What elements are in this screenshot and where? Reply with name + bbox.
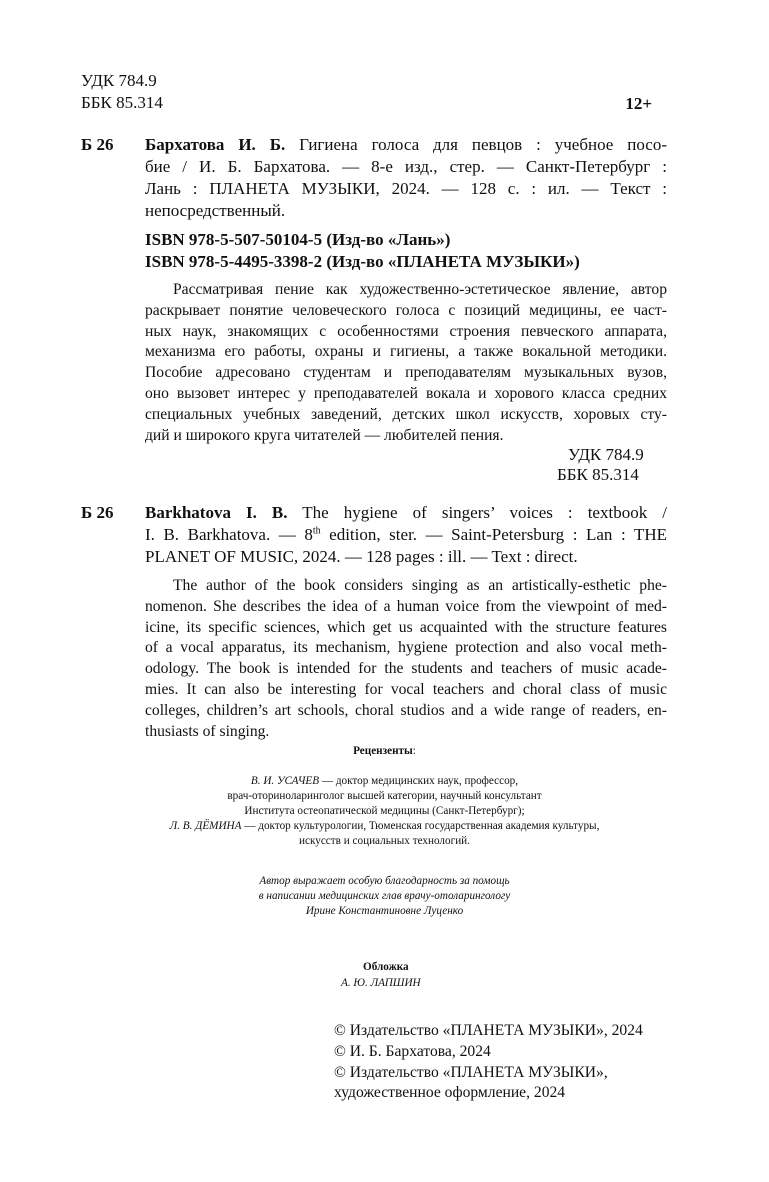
acknowledgment: Автор выражает особую благодарность за помощь в написании медицинских глав врачу-отоларингологу Ирине Константиновне Луценко [258,875,511,917]
en-bib-line: edition, ster. — Saint-Petersburg : Lan : THE [320,525,667,544]
ru-udk: УДК 784.9 [568,445,644,464]
en-abstract-line: mies. It can also be interesting for vocal teachers and choral class of music [145,680,667,698]
en-author: Barkhatova I. B. [145,503,288,522]
reviewer-name: В. И. УСАЧЕВ [250,775,320,787]
ru-abstract-line: специальных учебных заведений, детских школ искусств, хоровых сту- [145,405,667,423]
ru-abstract [145,280,667,446]
reviewers-block: В. И. УСАЧЕВ — доктор медицинских наук, профессор, врач-оториноларинголог высшей категории, научный консультант Института остеопатической медицины (Санкт-Петербург); Л. В. ДЁМИНА — доктор культурологии, Тюменская государственная академия культуры, искусств и социальных технологий. [169,775,600,847]
reviewers-heading: Рецензенты: [353,745,416,757]
en-bib-line: The hygiene of singers’ voices : textbook / [302,503,667,522]
ru-abstract-line: оно вызовет интерес у преподавателей вокала и хорового класса средних [145,384,667,402]
en-abstract-line: colleges, children’s art schools, choral studios and a wide range of readers, en- [145,701,667,719]
edition-superscript: th [312,525,321,537]
ru-abstract-line: ных наук, знакомящих с особенностями строения певческого аппарата, [145,322,667,340]
en-abstract-line: of a vocal apparatus, its mechanism, hygiene protection and also vocal meth- [145,639,667,657]
reviewer-name: Л. В. ДЁМИНА [169,820,242,832]
ru-bbk: ББК 85.314 [557,465,639,484]
isbn-planet-music: ISBN 978-5-4495-3398-2 (Изд-во «ПЛАНЕТА МУЗЫКИ») [145,252,580,271]
ru-abstract-line: Пособие адресовано студентам и преподавателям музыкальных вузов, [145,364,667,382]
en-abstract [145,576,667,742]
cover-heading: Обложка [363,961,409,973]
ru-abstract-line: раскрывает понятие человеческого голоса с позиций медицины, ее част- [145,301,667,319]
ru-abstract-line: Рассматривая пение как художественно-эстетическое явление, автор [173,281,667,298]
copyright-line: © И. Б. Бархатова, 2024 [334,1042,491,1060]
ru-author: Бархатова И. Б. [145,135,286,154]
age-rating: 12+ [625,94,652,113]
en-entry-code: Б 26 [81,503,114,522]
header-bbk: ББК 85.314 [81,93,163,112]
ru-bib-line: Лань : ПЛАНЕТА МУЗЫКИ, 2024. — 128 с. : ил. — Текст : [145,179,667,198]
isbn-lan: ISBN 978-5-507-50104-5 (Изд-во «Лань») [145,230,451,249]
en-bib-line: I. B. Barkhatova. — 8 [145,525,313,544]
ru-bib-line: бие / И. Б. Бархатова. — 8-е изд., стер. — Санкт-Петербург : [145,157,667,176]
copyright-block [334,1021,643,1104]
copyright-line: © Издательство «ПЛАНЕТА МУЗЫКИ», [334,1063,608,1081]
header-udk: УДК 784.9 [81,71,157,90]
cover-artist: А. Ю. ЛАПШИН [341,977,421,989]
en-abstract-line: nomenon. She describes the idea of a human voice from the viewpoint of med- [145,597,667,615]
en-abstract-line: odology. The book is intended for the students and teachers of music acade- [145,660,667,678]
ru-abstract-line: дий и широкого круга читателей — любителей пения. [145,426,504,444]
en-bib-record [145,502,667,568]
en-abstract-line: icine, its specific sciences, which get us acquainted with the structure features [145,618,667,636]
ru-bib-line: Гигиена голоса для певцов : учебное посо- [299,135,667,154]
en-bib-line: PLANET OF MUSIC, 2024. — 128 pages : ill. — Text : direct. [145,547,578,566]
en-abstract-line: thusiasts of singing. [145,722,270,740]
copyright-line: © Издательство «ПЛАНЕТА МУЗЫКИ», 2024 [334,1022,643,1039]
ru-bib-line: непосредственный. [145,201,286,220]
ru-bib-record [145,134,667,222]
en-abstract-line: The author of the book considers singing as an artistically-esthetic phe- [173,577,667,594]
ru-abstract-line: механизма его работы, охраны и гигиены, а также вокальной методики. [145,343,667,361]
copyright-line: художественное оформление, 2024 [334,1084,566,1102]
ru-entry-code: Б 26 [81,135,114,154]
